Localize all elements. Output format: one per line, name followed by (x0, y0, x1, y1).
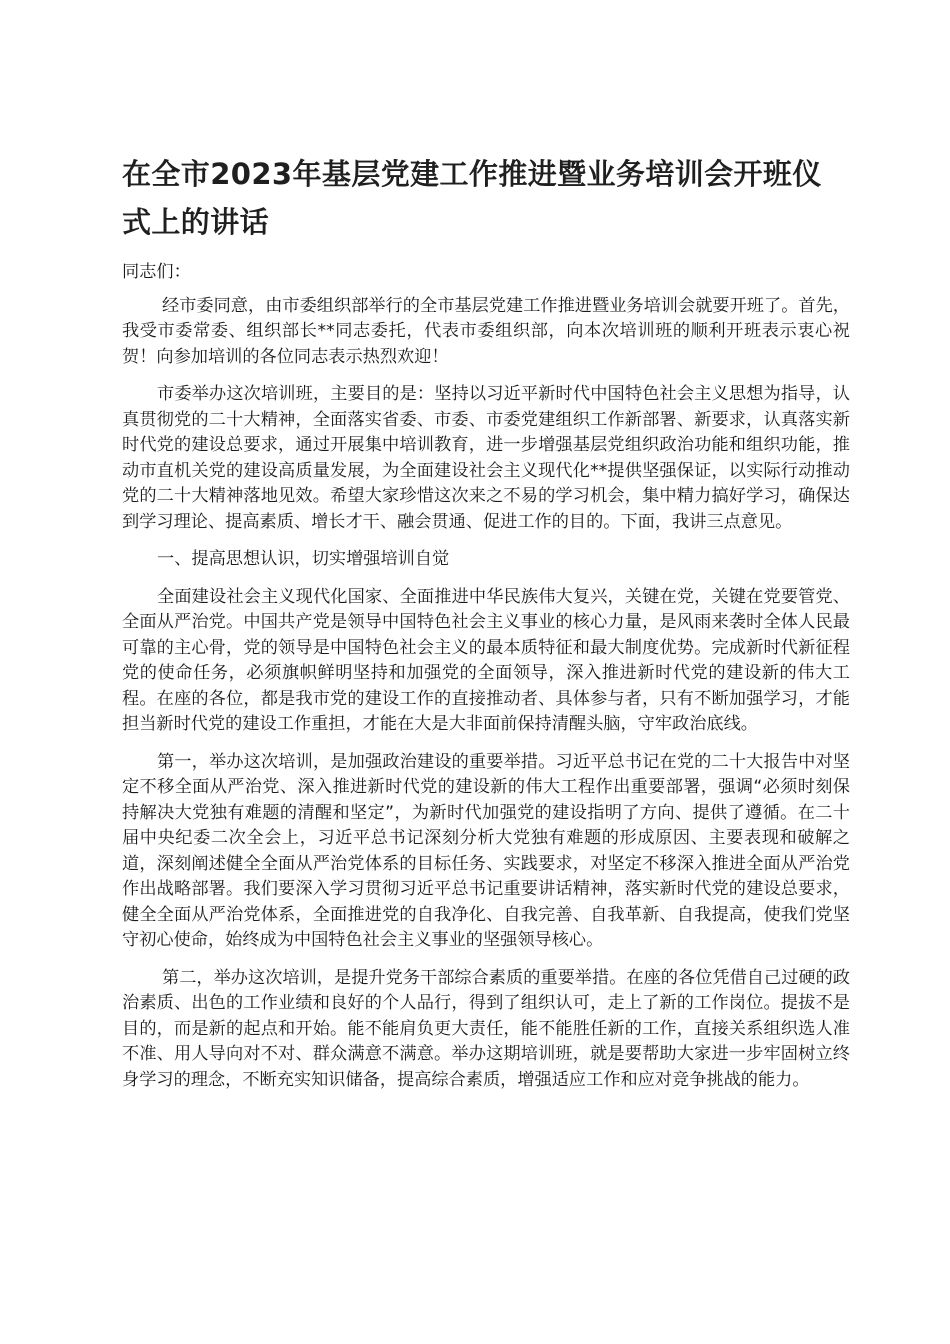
paragraph-point-1: 第一，举办这次培训，是加强政治建设的重要举措。习近平总书记在党的二十大报告中对坚定不移全面从严治党、深入推进新时代党的建设新的伟大工程作出重要部署，强调“必须时刻保持解决大党独有难题的清醒和坚定”，为新时代加强党的建设指明了方向、提供了遵循。在二十届中央纪委二次全会上，习近平总书记深刻分析大党独有难题的形成原因、主要表现和破解之道，深刻阐述健全全面从严治党体系的目标任务、实践要求，对坚定不移深入推进全面从严治党作出战略部署。我们要深入学习贯彻习近平总书记重要讲话精神，落实新时代党的建设总要求，健全全面从严治党体系，全面推进党的自我净化、自我完善、自我革新、自我提高，使我们党坚守初心使命，始终成为中国特色社会主义事业的坚强领导核心。 (122, 751, 850, 950)
paragraph-purpose: 市委举办这次培训班，主要目的是：坚持以习近平新时代中国特色社会主义思想为指导，认真贯彻党的二十大精神，全面落实省委、市委、市委党建组织工作新部署、新要求，认真落实新时代党的建设总要求，通过开展集中培训教育，进一步增强基层党组织政治功能和组织功能，推动市直机关党的建设高质量发展，为全面建设社会主义现代化**提供坚强保证，以实际行动推动党的二十大精神落地见效。希望大家珍惜这次来之不易的学习机会，集中精力搞好学习，确保达到学习理论、提高素质、增长才干、融会贯通、促进工作的目的。下面，我讲三点意见。 (122, 384, 850, 532)
document-title: 在全市2023年基层党建工作推进暨业务培训会开班仪式上的讲话 (122, 157, 822, 239)
paragraph-section-1-intro: 全面建设社会主义现代化国家、全面推进中华民族伟大复兴，关键在党，关键在党要管党、全面从严治党。中国共产党是领导中国特色社会主义事业的核心力量，是风雨来袭时全体人民最可靠的主心骨，党的领导是中国特色社会主义的最本质特征和最大制度优势。完成新时代新征程党的使命任务，必须旗帜鲜明坚持和加强党的全面领导，深入推进新时代党的建设新的伟大工程。在座的各位，都是我市党的建设工作的直接推动者、具体参与者，只有不断加强学习，才能担当新时代党的建设工作重担，才能在大是大非面前保持清醒头脑，守牢政治底线。 (122, 586, 850, 734)
document-page (122, 150, 850, 1105)
paragraph-point-2: 第二，举办这次培训，是提升党务干部综合素质的重要举措。在座的各位凭借自己过硬的政治素质、出色的工作业绩和良好的个人品行，得到了组织认可，走上了新的工作岗位。提拔不是目的，而是新的起点和开始。能不能肩负更大责任，能不能胜任新的工作，直接关系组织选人准不准、用人导向对不对、群众满意不满意。举办这期培训班，就是要帮助大家进一步牢固树立终身学习的理念，不断充实知识储备，提高综合素质，增强适应工作和应对竞争挑战的能力。 (122, 967, 850, 1090)
salutation: 同志们： (122, 262, 191, 282)
section-heading-1: 一、提高思想认识，切实增强培训自觉 (157, 549, 450, 569)
paragraph-opening: 经市委同意，由市委组织部举行的全市基层党建工作推进暨业务培训会就要开班了。首先，我受市委常委、组织部长**同志委托，代表市委组织部，向本次培训班的顺利开班表示衷心祝贺！向参加培训的各位同志表示热烈欢迎！ (122, 295, 850, 367)
